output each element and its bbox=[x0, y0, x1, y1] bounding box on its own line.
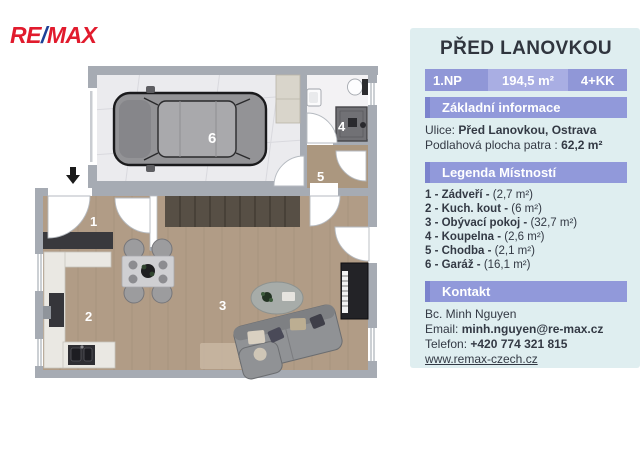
legend-item: 2 - Kuch. kout - (6 m²) bbox=[425, 203, 542, 215]
email-value: minh.nguyen@re-max.cz bbox=[461, 322, 604, 336]
legend-item: 6 - Garáž - (16,1 m²) bbox=[425, 259, 531, 271]
window bbox=[35, 254, 43, 291]
floorplan bbox=[30, 55, 380, 387]
section-header-basic-info: Základní informace bbox=[425, 97, 627, 118]
website-link[interactable]: www.remax-czech.cz bbox=[425, 352, 538, 366]
car-top-view bbox=[114, 86, 266, 172]
phone-value: +420 774 321 815 bbox=[470, 337, 568, 351]
summary-area: 194,5 m² bbox=[488, 69, 569, 91]
street-line bbox=[425, 123, 627, 138]
basic-info-block bbox=[425, 123, 627, 153]
legend-item: 1 - Zádveří - (2,7 m²) bbox=[425, 189, 534, 201]
logo-re: RE bbox=[10, 22, 41, 48]
phone-label: Telefon: bbox=[425, 337, 468, 351]
garage-cabinet bbox=[276, 75, 300, 123]
contact-phone-line bbox=[425, 337, 627, 352]
window bbox=[368, 83, 377, 105]
room-label-corridor: 5 bbox=[317, 169, 325, 184]
window bbox=[368, 328, 377, 361]
room-label-hall: 1 bbox=[90, 214, 98, 229]
bathroom-sink bbox=[307, 89, 321, 106]
room-label-living: 3 bbox=[219, 298, 227, 313]
entrance-door-gap bbox=[48, 188, 92, 196]
legend-item: 3 - Obývací pokoj - (32,7 m²) bbox=[425, 217, 578, 229]
room-label-garage: 6 bbox=[208, 130, 217, 147]
page-title: PŘED LANOVKOU bbox=[440, 38, 612, 59]
stairs bbox=[165, 196, 300, 227]
logo-max: MAX bbox=[46, 22, 97, 48]
kitchen-sink bbox=[68, 345, 95, 365]
street-value: Před Lanovkou, Ostrava bbox=[458, 123, 597, 137]
section-header-contact: Kontakt bbox=[425, 281, 627, 302]
summary-floor: 1.NP bbox=[425, 69, 488, 91]
toilet bbox=[348, 79, 369, 95]
stove bbox=[49, 293, 64, 327]
room-legend-list bbox=[425, 188, 627, 272]
room-label-kitchen: 2 bbox=[85, 309, 93, 324]
room-label-bathroom: 4 bbox=[338, 119, 346, 134]
summary-bar bbox=[425, 69, 627, 91]
info-panel bbox=[410, 28, 640, 368]
legend-item: 5 - Chodba - (2,1 m²) bbox=[425, 245, 535, 257]
summary-disposition: 4+KK bbox=[568, 69, 627, 91]
legend-item: 4 - Koupelna - (2,6 m²) bbox=[425, 231, 545, 243]
street-label: Ulice: bbox=[425, 123, 456, 137]
contact-name: Bc. Minh Nguyen bbox=[425, 307, 517, 321]
email-label: Email: bbox=[425, 322, 459, 336]
floor-area-line bbox=[425, 138, 627, 153]
piano bbox=[341, 263, 368, 319]
section-header-legend: Legenda Místností bbox=[425, 162, 627, 183]
floor-area-label: Podlahová plocha patra : bbox=[425, 138, 558, 152]
coffee-table bbox=[251, 282, 303, 314]
contact-block bbox=[425, 307, 627, 367]
contact-email-line bbox=[425, 322, 627, 337]
floor-area-value: 62,2 m² bbox=[561, 138, 603, 152]
remax-logo bbox=[10, 22, 96, 49]
logo-slash-icon: / bbox=[40, 22, 47, 48]
entrance-arrow-icon bbox=[66, 167, 80, 184]
window bbox=[35, 339, 43, 366]
